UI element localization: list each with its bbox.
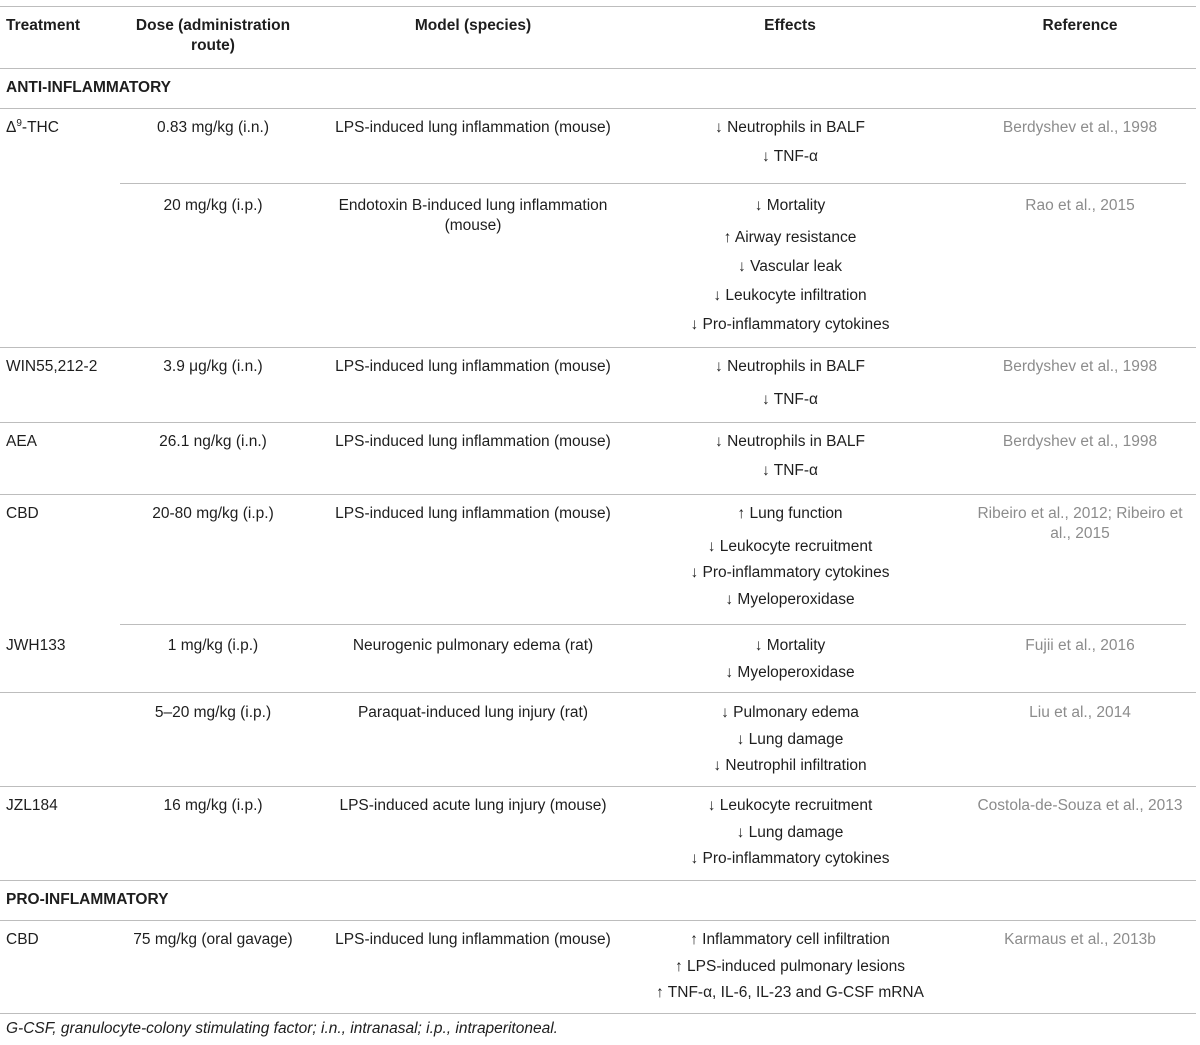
header-treatment: Treatment [6,17,81,34]
effect-item: ↓ Neutrophil infiltration [713,757,867,774]
treatment-cell: CBD [6,505,39,522]
rule-row [0,880,1196,881]
model-cell: Neurogenic pulmonary edema (rat) [352,637,594,654]
model-cell: LPS-induced lung inflammation (mouse) [335,433,611,450]
header-model: Model (species) [414,17,532,34]
effect-item: ↓ Lung damage [736,731,844,748]
section-title-pro: PRO-INFLAMMATORY [6,891,169,908]
effect-item: ↓ Mortality [754,197,826,214]
dose-cell: 0.83 mg/kg (i.n.) [157,119,269,136]
reference-cell: Karmaus et al., 2013b [1004,931,1156,948]
reference-cell: Ribeiro et al., 2012; Ribeiro et al., 2015 [977,505,1183,542]
effect-item: ↓ Vascular leak [738,258,842,275]
treatment-cell: JZL184 [6,797,58,814]
effect-item: ↑ Lung function [737,505,843,522]
reference-cell: Fujii et al., 2016 [1025,637,1135,654]
effect-item: ↓ TNF-α [761,462,819,479]
dose-cell: 16 mg/kg (i.p.) [163,797,263,814]
rule-top [0,6,1196,7]
effect-item: ↑ Inflammatory cell infiltration [690,931,890,948]
effect-item: ↑ Airway resistance [723,229,857,246]
effect-item: ↓ Mortality [754,637,826,654]
treatment-cell: JWH133 [6,637,66,654]
rule-row [0,494,1196,495]
effect-item: ↓ Neutrophils in BALF [715,358,865,375]
effect-item: ↑ LPS-induced pulmonary lesions [674,958,906,975]
rule-row [0,786,1196,787]
effect-item: ↓ Myeloperoxidase [725,591,855,608]
rule-row [0,422,1196,423]
effect-item: ↓ Pro-inflammatory cytokines [690,316,890,333]
header-reference: Reference [1042,17,1118,34]
model-cell: LPS-induced acute lung injury (mouse) [339,797,607,814]
treatment-cell: CBD [6,931,39,948]
reference-cell: Costola-de-Souza et al., 2013 [977,797,1183,814]
dose-cell: 5–20 mg/kg (i.p.) [154,704,272,721]
treatment-cell: AEA [6,433,38,450]
table-footnote: G-CSF, granulocyte-colony stimulating factor; i.n., intranasal; i.p., intraperitoneal. [6,1020,558,1037]
rule-bottom [0,1013,1196,1014]
treatment-cell [6,118,59,138]
model-cell: Paraquat-induced lung injury (rat) [357,704,589,721]
effect-item: ↓ TNF-α [761,391,819,408]
treatment-superscript: 9 [16,117,22,129]
rule-row [120,624,1186,625]
reference-cell: Berdyshev et al., 1998 [1002,358,1158,375]
reference-cell: Berdyshev et al., 1998 [1002,119,1158,136]
rule-row [120,183,1186,184]
rule-row [0,692,1196,693]
model-cell: LPS-induced lung inflammation (mouse) [335,358,611,375]
dose-cell: 20-80 mg/kg (i.p.) [152,505,274,522]
effect-item: ↓ Leukocyte recruitment [707,538,873,555]
effect-item: ↓ Pro-inflammatory cytokines [690,564,890,581]
model-cell: Endotoxin B-induced lung inflammation (mouse) [338,197,608,234]
effect-item: ↓ Pro-inflammatory cytokines [690,850,890,867]
rule-section-anti [0,108,1196,109]
rule-header [0,68,1196,69]
dose-cell: 3.9 μg/kg (i.n.) [163,358,263,375]
reference-cell: Rao et al., 2015 [1025,197,1135,214]
effect-item: ↑ TNF-α, IL-6, IL-23 and G-CSF mRNA [656,984,924,1001]
effect-item: ↓ Leukocyte recruitment [707,797,873,814]
header-effects: Effects [764,17,816,34]
effect-item: ↓ Leukocyte infiltration [713,287,867,304]
dose-cell: 1 mg/kg (i.p.) [167,637,259,654]
effect-item: ↓ Neutrophils in BALF [715,119,865,136]
dose-cell: 20 mg/kg (i.p.) [163,197,263,214]
effect-item: ↓ Myeloperoxidase [725,664,855,681]
rule-row [0,347,1196,348]
model-cell: LPS-induced lung inflammation (mouse) [335,119,611,136]
dose-cell: 26.1 ng/kg (i.n.) [159,433,267,450]
treatment-cell: WIN55,212-2 [6,358,98,375]
reference-cell: Liu et al., 2014 [1029,704,1131,721]
section-title-anti: ANTI-INFLAMMATORY [6,79,172,96]
treatment-prefix: Δ [6,119,17,136]
rule-section-pro [0,920,1196,921]
header-dose: Dose (administration route) [135,17,291,54]
effect-item: ↓ Pulmonary edema [721,704,859,721]
effect-item: ↓ TNF-α [761,148,819,165]
effect-item: ↓ Lung damage [736,824,844,841]
reference-cell: Berdyshev et al., 1998 [1002,433,1158,450]
dose-cell: 75 mg/kg (oral gavage) [133,931,293,948]
model-cell: LPS-induced lung inflammation (mouse) [335,931,611,948]
treatment-suffix: -THC [21,119,59,136]
model-cell: LPS-induced lung inflammation (mouse) [335,505,611,522]
effect-item: ↓ Neutrophils in BALF [715,433,865,450]
